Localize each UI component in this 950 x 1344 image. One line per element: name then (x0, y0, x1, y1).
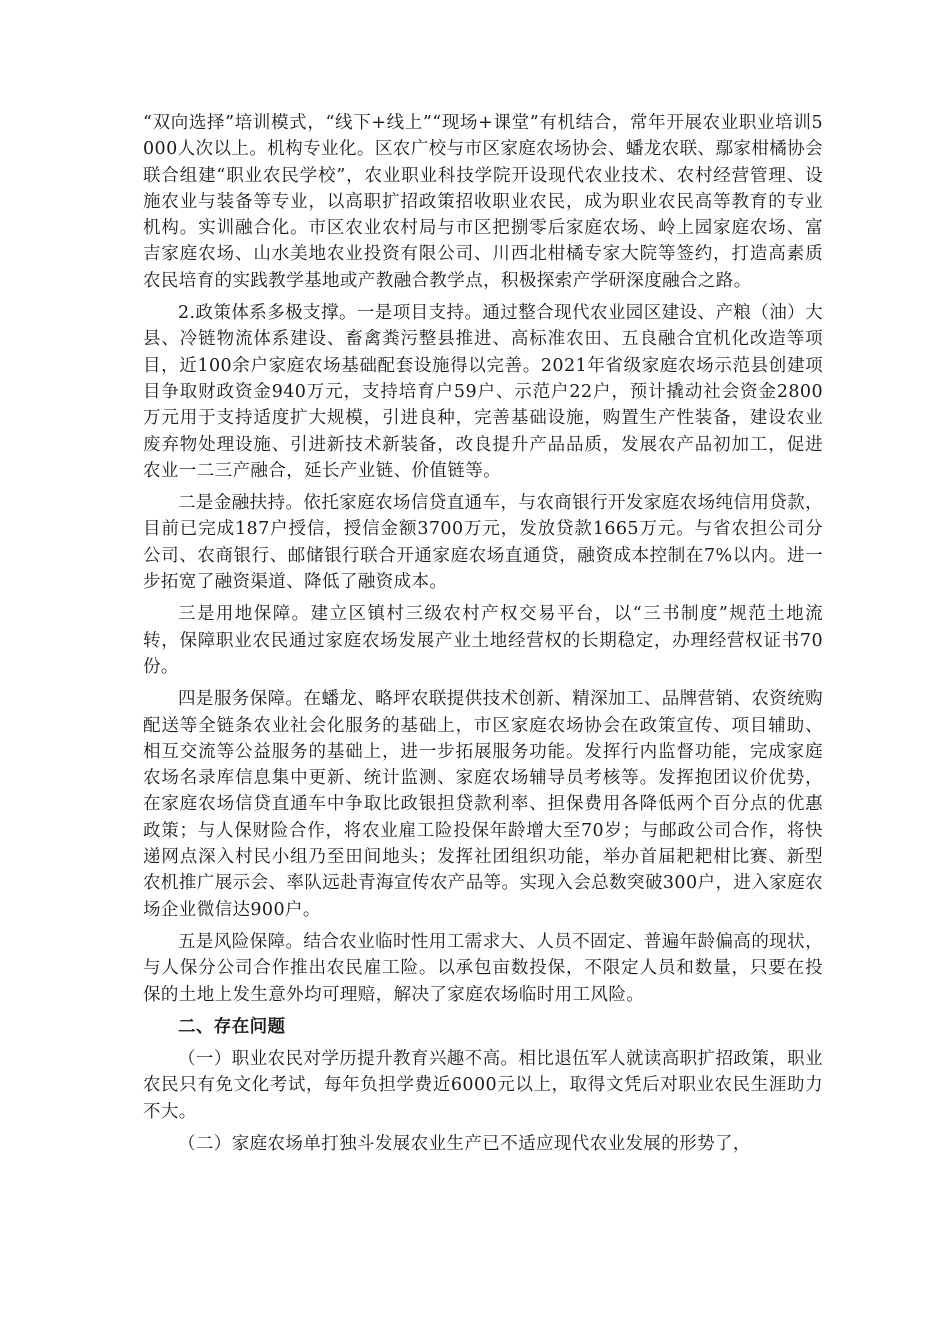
paragraph-financial-support: 二是金融扶持。依托家庭农场信贷直通车，与农商银行开发家庭农场纯信用贷款，目前已完成187户授信，授信金额3700万元，发放贷款1665万元。与省农担公司分公司、农商银行、邮储银行联合开通家庭农场直通贷，融资成本控制在7%以内。进一步拓宽了融资渠道、降低了融资成本。 (143, 493, 823, 593)
document-page (143, 110, 823, 1163)
issue-item: （一）职业农民对学历提升教育兴趣不高。相比退伍军人就读高职扩招政策，职业农民只有免文化考试，每年负担学费近6000元以上，取得文凭后对职业农民生涯助力不大。 (143, 1049, 823, 1122)
paragraph-training-model: “双向选择”培训模式，“线下+线上”“现场+课堂”有机结合，常年开展农业职业培训5000人次以上。机构专业化。区农广校与市区家庭农场协会、蟠龙农联、鄢家柑橘协会联合组建“职业农民学校”，农业职业科技学院开设现代农业技术、农村经营管理、设施农业与装备等专业，以高职扩招政策招收职业农民，成为职业农民高等教育的专业机构。实训融合化。市区农业农村局与市区把捌零后家庭农场、岭上园家庭农场、富吉家庭农场、山水美地农业投资有限公司、川西北柑橘专家大院等签约，打造高素质农民培育的实践教学基地或产教融合教学点，积极探索产学研深度融合之路。 (143, 113, 823, 291)
paragraph-service-guarantee: 四是服务保障。在蟠龙、略坪农联提供技术创新、精深加工、品牌营销、农资统购配送等全链条农业社会化服务的基础上，市区家庭农场协会在政策宣传、项目辅助、相互交流等公益服务的基础上，进一步拓展服务功能。发挥行内监督功能，完成家庭农场名录库信息集中更新、统计监测、家庭农场辅导员考核等。发挥抱团议价优势，在家庭农场信贷直通车中争取比政银担贷款利率、担保费用各降低两个百分点的优惠政策；与人保财险合作，将农业雇工险投保年龄增大至70岁；与邮政公司合作，将快递网点深入村民小组乃至田间地头；发挥社团组织功能，举办首届耙耙柑比赛、新型农机推广展示会、率队远赴青海宣传农产品等。实现入会总数突破300户，进入家庭农场企业微信达900户。 (143, 689, 823, 920)
paragraph-risk-guarantee: 五是风险保障。结合农业临时性用工需求大、人员不固定、普遍年龄偏高的现状，与人保分公司合作推出农民雇工险。以承包亩数投保，不限定人员和数量，只要在投保的土地上发生意外均可理赔，解决了家庭农场临时用工风险。 (143, 931, 823, 1005)
paragraph-policy-support: 2.政策体系多极支撑。一是项目支持。通过整合现代农业园区建设、产粮（油）大县、冷链物流体系建设、畜禽粪污整县推进、高标准农田、五良融合宜机化改造等项目，近100余户家庭农场基础配套设施得以完善。2021年省级家庭农场示范县创建项目争取财政资金940万元，支持培育户59户、示范户22户，预计撬动社会资金2800万元用于支持适度扩大规模，引进良种，完善基础设施，购置生产性装备，建设农业废弃物处理设施、引进新技术新装备，改良提升产品品质，发展农产品初加工，促进农业一二三产融合，延长产业链、价值链等。 (143, 303, 823, 481)
section-heading: 二、存在问题 (178, 1016, 286, 1037)
paragraph-land-guarantee: 三是用地保障。建立区镇村三级农村产权交易平台，以“三书制度”规范土地流转，保障职业农民通过家庭农场发展产业土地经营权的长期稳定，办理经营权证书70份。 (143, 604, 823, 677)
issue-item: （二）家庭农场单打独斗发展农业生产已不适应现代农业发展的形势了， (178, 1133, 751, 1154)
